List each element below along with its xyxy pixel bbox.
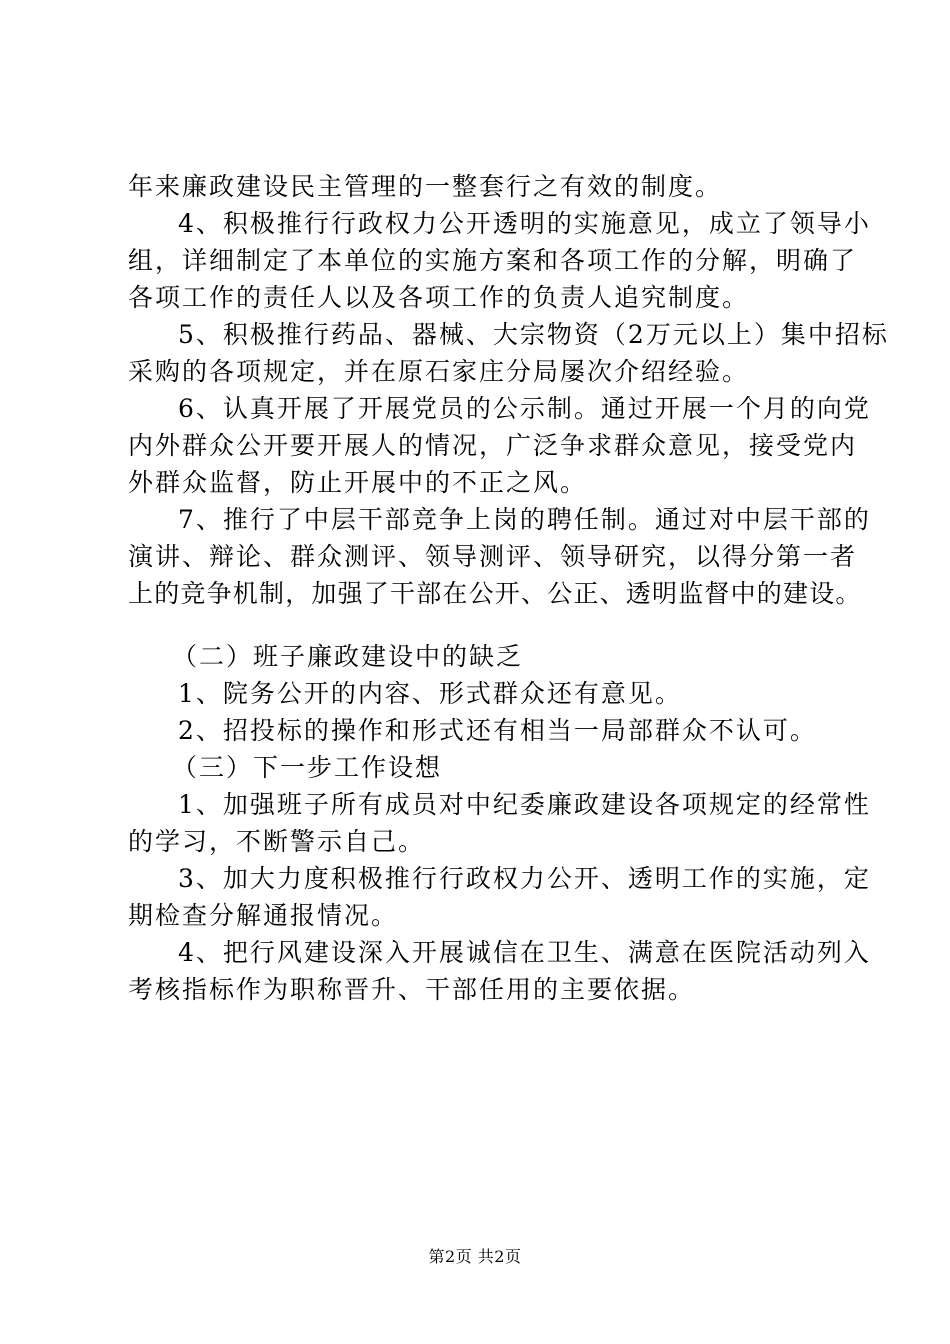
section-heading: （三）下一步工作设想 [172,753,443,782]
paragraph-line: 的学习，不断警示自己。 [128,827,426,856]
paragraph-line: 6、认真开展了开展党员的公示制。通过开展一个月的向党 [178,394,871,423]
paragraph-line: 4、积极推行行政权力公开透明的实施意见，成立了领导小 [178,209,871,238]
section-heading: （二）班子廉政建设中的缺乏 [172,642,524,671]
paragraph-line: 期检查分解通报情况。 [128,901,399,930]
paragraph-line: 年来廉政建设民主管理的一整套行之有效的制度。 [128,172,723,201]
list-item: 2、招投标的操作和形式还有相当一局部群众不认可。 [178,716,817,745]
paragraph-line: 1、加强班子所有成员对中纪委廉政建设各项规定的经常性 [178,790,871,819]
paragraph-line: 演讲、辩论、群众测评、领导测评、领导研究，以得分第一者 [128,542,858,571]
paragraph-line: 4、把行风建设深入开展诚信在卫生、满意在医院活动列入 [178,938,871,967]
paragraph-line: 各项工作的责任人以及各项工作的负责人追究制度。 [128,283,750,312]
paragraph-line: 考核指标作为职称晋升、干部任用的主要依据。 [128,975,696,1004]
paragraph-line: 3、加大力度积极推行行政权力公开、透明工作的实施，定 [178,864,871,893]
paragraph-line: 5、积极推行药品、器械、大宗物资（2万元以上）集中招标 [178,320,889,349]
page-number-footer: 第2页 共2页 [428,1247,522,1266]
section-gap [128,612,858,638]
paragraph-line: 采购的各项规定，并在原石家庄分局屡次介绍经验。 [128,357,750,386]
paragraph-line: 外群众监督，防止开展中的不正之风。 [128,468,588,497]
list-item: 1、院务公开的内容、形式群众还有意见。 [178,679,682,708]
paragraph-line: 内外群众公开要开展人的情况，广泛争求群众意见，接受党内 [128,431,858,460]
document-body [128,168,889,1008]
paragraph-line: 组，详细制定了本单位的实施方案和各项工作的分解，明确了 [128,246,858,275]
paragraph-line: 上的竞争机制，加强了干部在公开、公正、透明监督中的建设。 [128,579,862,608]
paragraph-line: 7、推行了中层干部竞争上岗的聘任制。通过对中层干部的 [178,505,871,534]
